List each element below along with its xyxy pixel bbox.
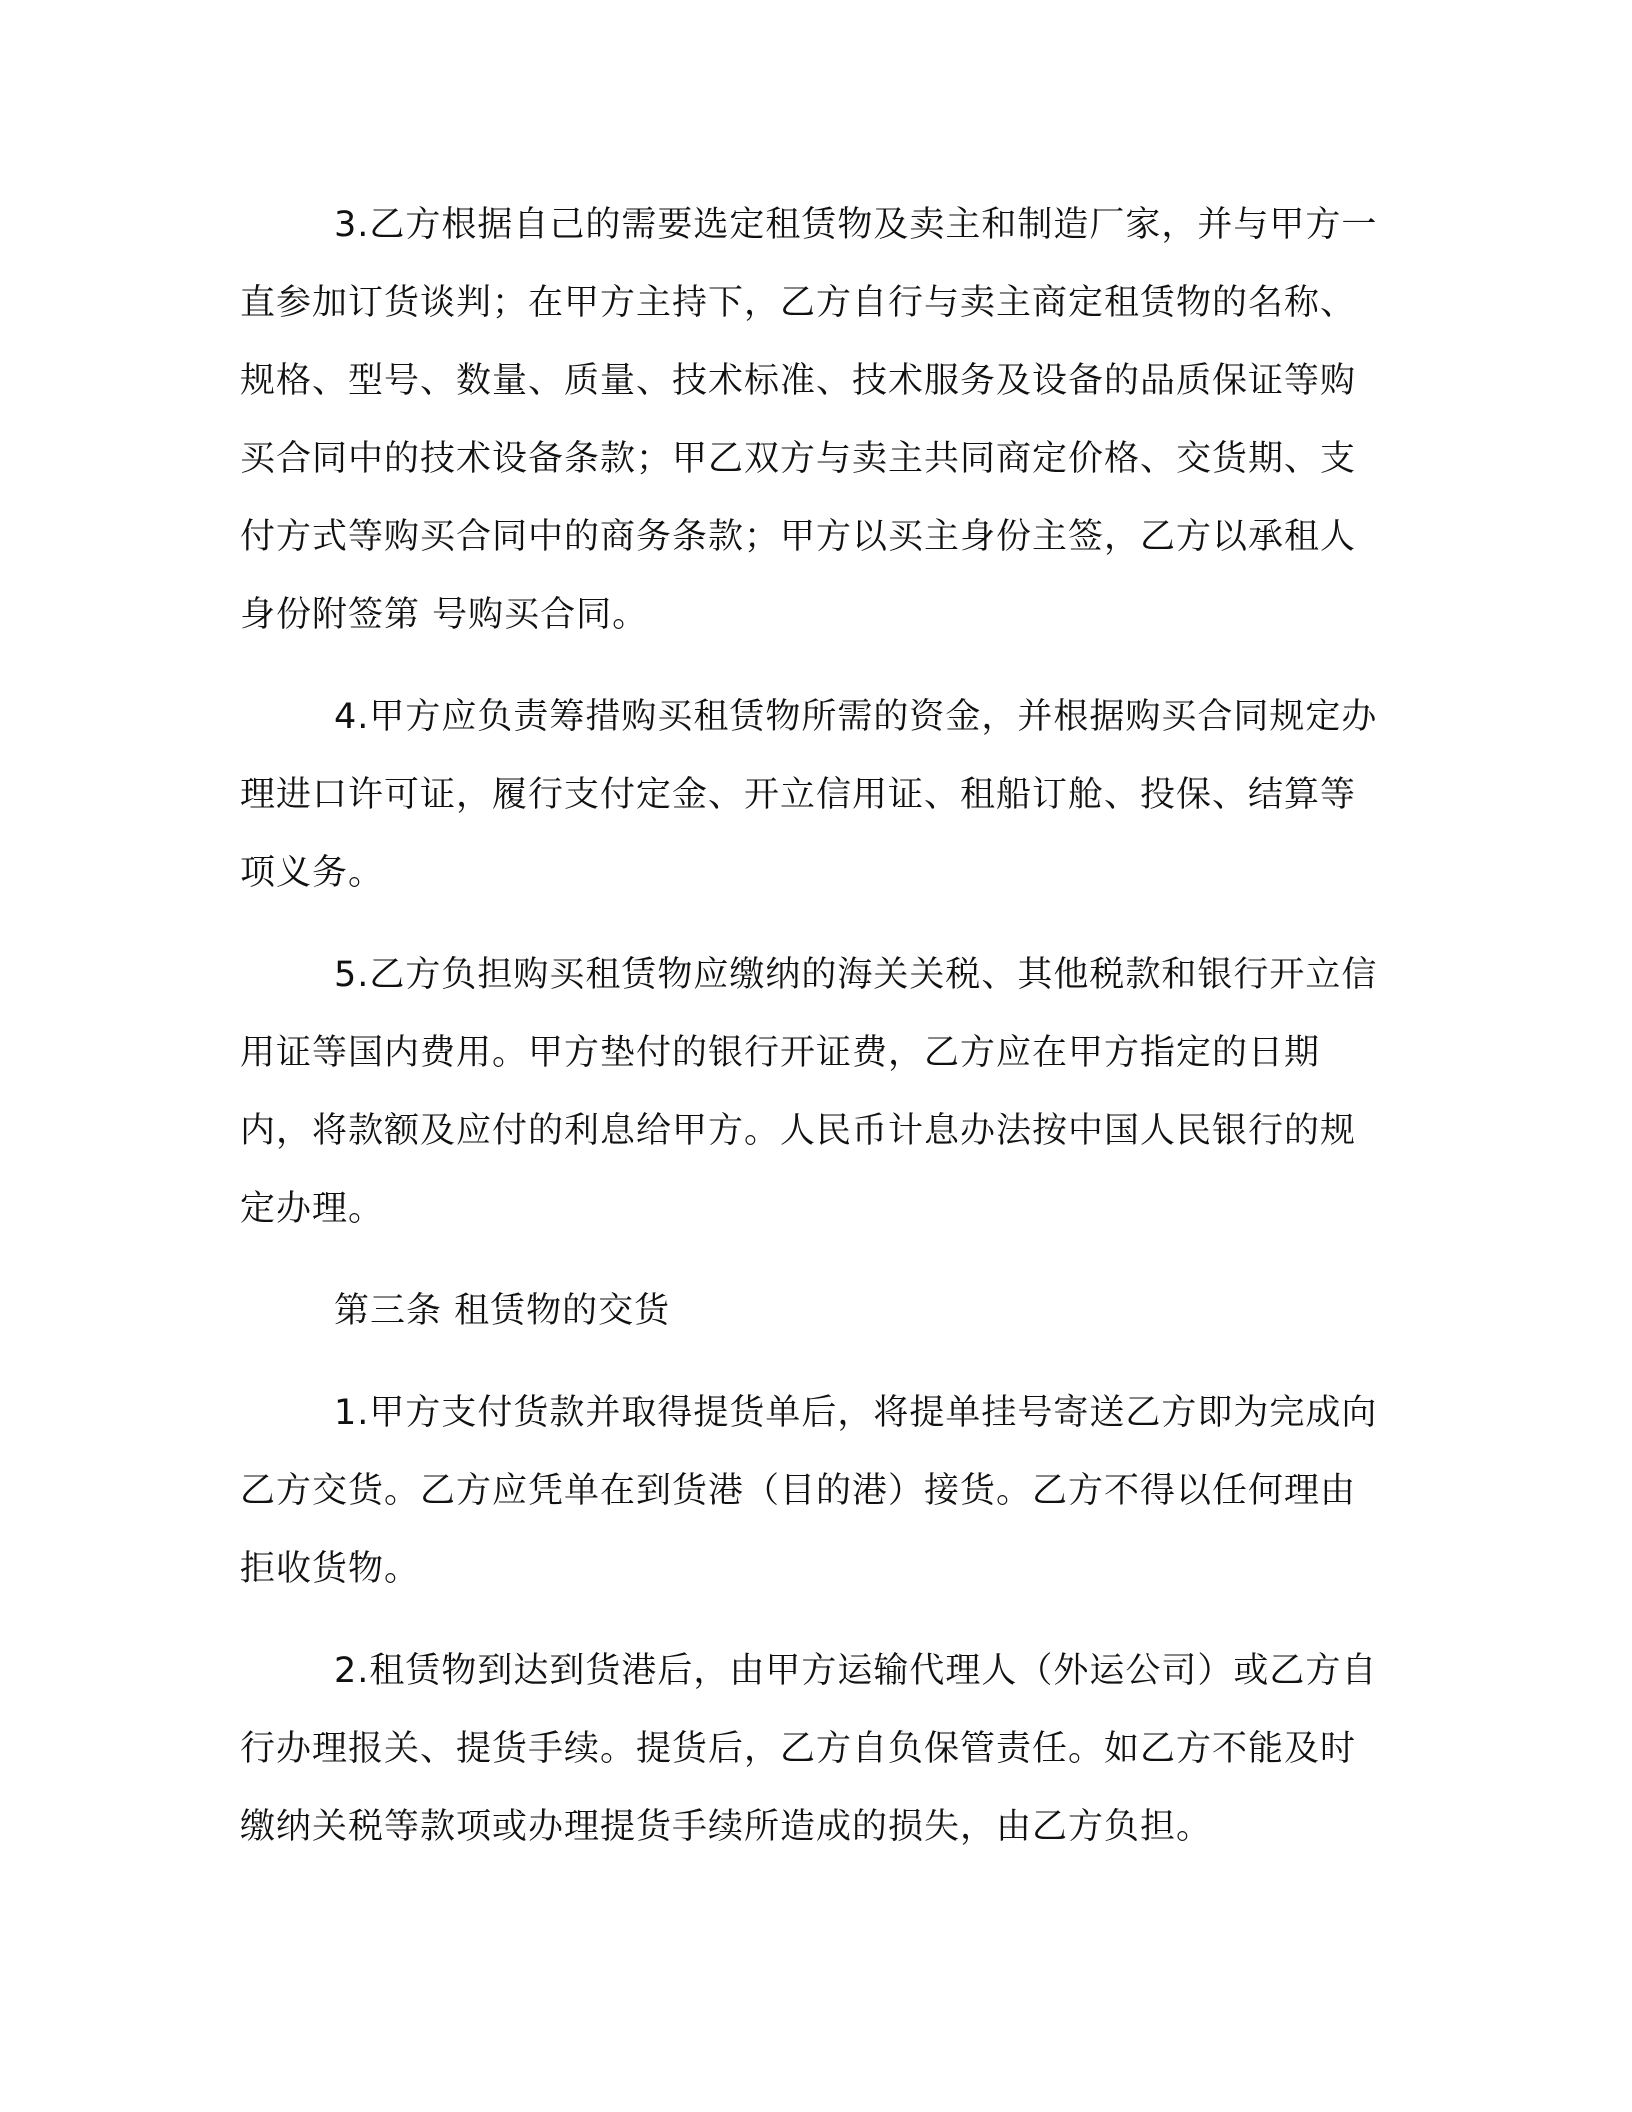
delivery-clause-1-paragraph: 1.甲方支付货款并取得提货单后，将提单挂号寄送乙方即为完成向乙方交货。乙方应凭单在到货港（目的港）接货。乙方不得以任何理由拒收货物。 [240, 1393, 1378, 1589]
clause-5-paragraph: 5.乙方负担购买租赁物应缴纳的海关关税、其他税款和银行开立信用证等国内费用。甲方垫付的银行开证费，乙方应在甲方指定的日期内，将款额及应付的利息给甲方。人民币计息办法按中国人民银行的规定办理。 [240, 955, 1378, 1229]
document-body [240, 186, 1380, 1866]
clause-4-paragraph: 4.甲方应负责筹措购买租赁物所需的资金，并根据购买合同规定办理进口许可证，履行支付定金、开立信用证、租船订舱、投保、结算等项义务。 [240, 697, 1378, 893]
article-3-heading: 第三条 租赁物的交货 [334, 1291, 671, 1331]
clause-3-paragraph: 3.乙方根据自己的需要选定租赁物及卖主和制造厂家，并与甲方一直参加订货谈判；在甲方主持下，乙方自行与卖主商定租赁物的名称、规格、型号、数量、质量、技术标准、技术服务及设备的品质保证等购买合同中的技术设备条款；甲乙双方与卖主共同商定价格、交货期、支付方式等购买合同中的商务条款；甲方以买主身份主签，乙方以承租人身份附签第 号购买合同。 [240, 205, 1378, 635]
delivery-clause-2-paragraph: 2.租赁物到达到货港后，由甲方运输代理人（外运公司）或乙方自行办理报关、提货手续。提货后，乙方自负保管责任。如乙方不能及时缴纳关税等款项或办理提货手续所造成的损失，由乙方负担。 [240, 1651, 1378, 1847]
